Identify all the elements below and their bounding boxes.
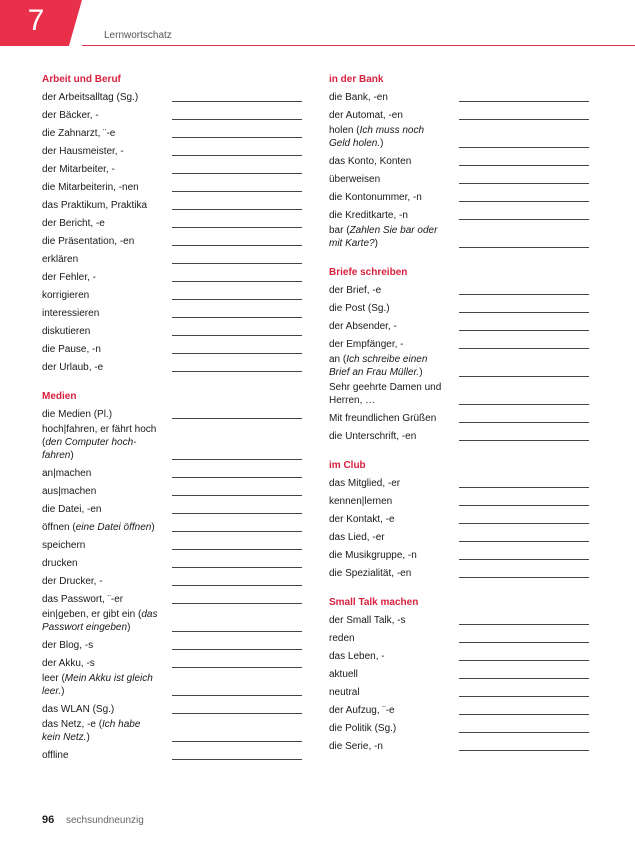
term-text: die Kontonummer, -n [329, 192, 422, 203]
vocab-entry [329, 629, 591, 647]
vocab-term [42, 539, 160, 554]
header-rule [82, 45, 635, 46]
translation-line[interactable] [459, 312, 589, 313]
vocab-entry [329, 124, 591, 152]
term-text: offline [42, 750, 69, 761]
term-example: das Passwort eingeben [42, 609, 158, 633]
vocab-entry [329, 206, 591, 224]
translation-line[interactable] [459, 422, 589, 423]
translation-line[interactable] [459, 541, 589, 542]
term-example: eine Datei öffnen [75, 522, 152, 533]
vocab-term [329, 109, 447, 124]
term-text: neutral [329, 687, 360, 698]
section-title: im Club [329, 460, 366, 471]
term-text: das Leben, - [329, 651, 385, 662]
term-text: der Brief, -e [329, 285, 382, 296]
vocab-entry [329, 281, 591, 299]
vocab-entry [329, 474, 591, 492]
vocab-term [329, 224, 447, 252]
translation-line[interactable] [459, 101, 589, 102]
vocab-term [42, 307, 160, 322]
vocab-entry [329, 719, 591, 737]
vocab-term [42, 325, 160, 340]
translation-line[interactable] [459, 183, 589, 184]
translation-line[interactable] [172, 495, 302, 496]
vocab-term [42, 235, 160, 250]
vocab-entry [329, 299, 591, 317]
translation-line[interactable] [459, 247, 589, 248]
page-number: 96 [42, 814, 55, 826]
vocab-entry [42, 518, 304, 536]
translation-line[interactable] [172, 531, 302, 532]
vocab-term [42, 593, 160, 608]
translation-line[interactable] [459, 219, 589, 220]
vocab-entry [42, 572, 304, 590]
term-text: erklären [42, 254, 79, 265]
term-text: der Absender, - [329, 321, 397, 332]
translation-line[interactable] [172, 585, 302, 586]
term-suffix: ) [127, 622, 131, 633]
term-suffix: ) [70, 450, 74, 461]
vocab-entry [42, 286, 304, 304]
term-text: der Akku, -s [42, 658, 95, 669]
vocab-section [329, 595, 591, 755]
translation-line[interactable] [459, 678, 589, 679]
translation-line[interactable] [172, 299, 302, 300]
vocab-entry [42, 718, 304, 746]
vocab-term [329, 704, 447, 719]
vocab-term [42, 557, 160, 572]
translation-line[interactable] [459, 404, 589, 405]
vocab-term [42, 703, 160, 718]
vocab-term [329, 531, 447, 546]
term-text: die Kreditkarte, -n [329, 210, 408, 221]
vocab-entry [42, 124, 304, 142]
translation-line[interactable] [172, 631, 302, 632]
term-text: der Aufzug, ¨-e [329, 705, 395, 716]
translation-line[interactable] [172, 741, 302, 742]
vocab-entry [42, 672, 304, 700]
term-text: drucken [42, 558, 78, 569]
vocab-term [42, 657, 160, 672]
vocab-term [42, 91, 160, 106]
vocab-entry [42, 554, 304, 572]
term-text: der Automat, -en [329, 110, 403, 121]
vocab-term [42, 718, 160, 746]
translation-line[interactable] [459, 348, 589, 349]
translation-line[interactable] [172, 191, 302, 192]
vocab-entry [42, 405, 304, 423]
vocab-term [329, 632, 447, 647]
vocab-term [42, 467, 160, 482]
vocab-entry [329, 611, 591, 629]
translation-line[interactable] [459, 642, 589, 643]
vocab-term [329, 722, 447, 737]
vocab-term [329, 614, 447, 629]
translation-line[interactable] [172, 513, 302, 514]
term-text: der Urlaub, -e [42, 362, 104, 373]
vocab-entry [42, 214, 304, 232]
term-text: der Hausmeister, - [42, 146, 124, 157]
term-suffix: ) [374, 238, 378, 249]
vocab-term [42, 343, 160, 358]
section-title: in der Bank [329, 74, 384, 85]
translation-line[interactable] [172, 227, 302, 228]
vocab-term [42, 217, 160, 232]
translation-line[interactable] [172, 759, 302, 760]
vocab-entry [42, 464, 304, 482]
vocab-entry [42, 500, 304, 518]
vocab-entry [329, 528, 591, 546]
vocab-term [329, 567, 447, 582]
translation-line[interactable] [459, 732, 589, 733]
term-suffix: ) [151, 522, 155, 533]
vocab-term [42, 485, 160, 500]
term-text: der Small Talk, -s [329, 615, 406, 626]
translation-line[interactable] [172, 667, 302, 668]
translation-line[interactable] [459, 165, 589, 166]
vocab-entry [42, 178, 304, 196]
vocab-term [329, 124, 447, 152]
vocab-entry [42, 746, 304, 764]
translation-line[interactable] [172, 418, 302, 419]
term-text: die Bank, -en [329, 92, 388, 103]
term-text: die Präsentation, -en [42, 236, 135, 247]
vocab-term [329, 191, 447, 206]
term-text: die Serie, -n [329, 741, 383, 752]
translation-line[interactable] [459, 624, 589, 625]
translation-line[interactable] [459, 487, 589, 488]
vocab-entry [329, 188, 591, 206]
vocab-entry [42, 340, 304, 358]
vocab-term [329, 430, 447, 445]
translation-line[interactable] [459, 660, 589, 661]
vocab-entry [42, 250, 304, 268]
section-title: Briefe schreiben [329, 267, 408, 278]
translation-line[interactable] [172, 317, 302, 318]
vocab-entry [42, 536, 304, 554]
term-text: die Medien (Pl.) [42, 409, 113, 420]
term-text: Mit freundlichen Grüßen [329, 413, 437, 424]
vocab-term [42, 109, 160, 124]
term-text: ein|geben, er gibt ein ( [42, 609, 142, 620]
term-text: der Blog, -s [42, 640, 94, 651]
vocab-entry [329, 353, 591, 381]
vocab-term [42, 145, 160, 160]
vocab-term [329, 353, 447, 381]
translation-line[interactable] [172, 603, 302, 604]
page-number-word: sechsundneunzig [66, 815, 144, 826]
term-example: Ich schreibe einen Brief an Frau Müller. [329, 354, 428, 378]
term-example: Ich habe kein Netz. [42, 719, 141, 743]
translation-line[interactable] [172, 137, 302, 138]
term-text: die Mitarbeiterin, -nen [42, 182, 139, 193]
term-text: der Bäcker, - [42, 110, 99, 121]
translation-line[interactable] [172, 245, 302, 246]
term-text: die Post (Sg.) [329, 303, 390, 314]
vocab-term [42, 521, 160, 536]
translation-line[interactable] [172, 281, 302, 282]
vocab-term [329, 668, 447, 683]
vocab-term [329, 686, 447, 701]
vocab-entry [329, 546, 591, 564]
term-text: öffnen ( [42, 522, 76, 533]
vocab-term [42, 575, 160, 590]
vocab-entry [42, 358, 304, 376]
vocab-term [329, 381, 447, 409]
translation-line[interactable] [459, 440, 589, 441]
vocab-entry [329, 510, 591, 528]
translation-line[interactable] [459, 505, 589, 506]
term-text: der Empfänger, - [329, 339, 404, 350]
translation-line[interactable] [459, 201, 589, 202]
term-text: die Politik (Sg.) [329, 723, 397, 734]
right-column [329, 72, 591, 768]
translation-line[interactable] [172, 567, 302, 568]
translation-line[interactable] [172, 713, 302, 714]
vocab-entry [329, 88, 591, 106]
translation-line[interactable] [459, 577, 589, 578]
term-text: das Konto, Konten [329, 156, 412, 167]
left-column [42, 72, 304, 777]
vocab-section [42, 389, 304, 764]
translation-line[interactable] [459, 330, 589, 331]
vocab-term [42, 749, 160, 764]
vocab-entry [42, 608, 304, 636]
term-text: die Unterschrift, -en [329, 431, 417, 442]
vocab-section [329, 265, 591, 445]
term-text: die Zahnarzt, ¨-e [42, 128, 116, 139]
vocab-term [42, 361, 160, 376]
vocab-entry [42, 322, 304, 340]
term-suffix: ) [61, 686, 65, 697]
translation-line[interactable] [172, 209, 302, 210]
vocab-entry [329, 335, 591, 353]
vocab-entry [42, 482, 304, 500]
term-text: das Passwort, ¨-er [42, 594, 124, 605]
translation-line[interactable] [459, 376, 589, 377]
term-text: speichern [42, 540, 86, 551]
vocab-term [42, 608, 160, 636]
vocab-entry [42, 700, 304, 718]
vocab-entry [42, 268, 304, 286]
section-title: Arbeit und Beruf [42, 74, 121, 85]
term-example: Mein Akku ist gleich leer. [42, 673, 153, 697]
vocab-entry [329, 381, 591, 409]
term-text: die Datei, -en [42, 504, 102, 515]
term-text: holen ( [329, 125, 360, 136]
vocab-term [42, 199, 160, 214]
term-text: interessieren [42, 308, 100, 319]
translation-line[interactable] [172, 549, 302, 550]
vocab-term [329, 284, 447, 299]
term-text: reden [329, 633, 355, 644]
vocab-term [42, 672, 160, 700]
translation-line[interactable] [459, 750, 589, 751]
vocab-section [42, 72, 304, 376]
vocab-entry [329, 647, 591, 665]
vocab-term [329, 155, 447, 170]
term-text: der Mitarbeiter, - [42, 164, 115, 175]
vocab-term [329, 650, 447, 665]
term-text: an ( [329, 354, 347, 365]
vocab-term [42, 639, 160, 654]
vocab-entry [329, 224, 591, 252]
vocab-entry [42, 304, 304, 322]
translation-line[interactable] [172, 119, 302, 120]
vocab-section [329, 458, 591, 582]
vocab-entry [42, 654, 304, 672]
translation-line[interactable] [172, 477, 302, 478]
term-text: hoch|fahren, er fährt hoch ( [42, 424, 157, 448]
vocab-term [42, 408, 160, 423]
vocab-term [42, 253, 160, 268]
term-text: der Kontakt, -e [329, 514, 395, 525]
vocab-entry [329, 170, 591, 188]
term-text: aus|machen [42, 486, 97, 497]
vocab-entry [329, 317, 591, 335]
translation-line[interactable] [459, 147, 589, 148]
vocab-entry [329, 409, 591, 427]
vocab-term [42, 289, 160, 304]
vocab-entry [42, 423, 304, 464]
vocab-entry [329, 564, 591, 582]
term-text: überweisen [329, 174, 381, 185]
translation-line[interactable] [172, 173, 302, 174]
translation-line[interactable] [459, 696, 589, 697]
vocab-term [329, 173, 447, 188]
vocab-section [329, 72, 591, 252]
term-example: Ich muss noch Geld holen. [329, 125, 425, 149]
translation-line[interactable] [172, 263, 302, 264]
term-example: Zahlen Sie bar oder mit Karte? [329, 225, 438, 249]
term-text: bar ( [329, 225, 350, 236]
vocab-term [329, 740, 447, 755]
vocab-term [42, 423, 160, 464]
section-title: Small Talk machen [329, 597, 419, 608]
vocab-term [329, 549, 447, 564]
vocab-entry [329, 737, 591, 755]
translation-line[interactable] [172, 459, 302, 460]
vocab-term [329, 209, 447, 224]
term-suffix: ) [419, 367, 423, 378]
term-text: das Mitglied, -er [329, 478, 401, 489]
term-text: das Lied, -er [329, 532, 385, 543]
translation-line[interactable] [459, 559, 589, 560]
vocab-entry [42, 590, 304, 608]
term-text: die Pause, -n [42, 344, 101, 355]
vocab-term [329, 513, 447, 528]
vocab-entry [42, 160, 304, 178]
term-text: korrigieren [42, 290, 90, 301]
translation-line[interactable] [459, 523, 589, 524]
translation-line[interactable] [172, 101, 302, 102]
term-text: der Bericht, -e [42, 218, 105, 229]
term-text: das Praktikum, Praktika [42, 200, 148, 211]
term-text: der Fehler, - [42, 272, 96, 283]
translation-line[interactable] [172, 695, 302, 696]
vocab-entry [329, 665, 591, 683]
translation-line[interactable] [172, 335, 302, 336]
translation-line[interactable] [172, 649, 302, 650]
vocab-term [42, 503, 160, 518]
term-text: das WLAN (Sg.) [42, 704, 115, 715]
chapter-number: 7 [27, 4, 45, 37]
vocab-term [42, 271, 160, 286]
vocab-entry [42, 88, 304, 106]
term-text: das Netz, -e ( [42, 719, 103, 730]
vocab-term [329, 320, 447, 335]
vocab-entry [329, 492, 591, 510]
translation-line[interactable] [172, 155, 302, 156]
vocab-entry [329, 683, 591, 701]
vocab-entry [329, 106, 591, 124]
vocab-entry [42, 196, 304, 214]
translation-line[interactable] [172, 353, 302, 354]
term-example: den Computer hoch-fahren [42, 437, 137, 461]
term-text: an|machen [42, 468, 92, 479]
vocab-term [329, 338, 447, 353]
term-text: leer ( [42, 673, 65, 684]
vocab-term [42, 127, 160, 142]
term-text: diskutieren [42, 326, 91, 337]
translation-line[interactable] [459, 714, 589, 715]
translation-line[interactable] [459, 294, 589, 295]
vocab-entry [42, 636, 304, 654]
vocab-entry [329, 701, 591, 719]
vocab-term [329, 477, 447, 492]
vocab-entry [42, 106, 304, 124]
term-suffix: ) [380, 138, 384, 149]
vocab-term [329, 302, 447, 317]
vocab-entry [42, 232, 304, 250]
term-text: aktuell [329, 669, 358, 680]
translation-line[interactable] [459, 119, 589, 120]
vocab-entry [329, 152, 591, 170]
term-text: der Drucker, - [42, 576, 103, 587]
vocab-entry [329, 427, 591, 445]
vocab-term [329, 91, 447, 106]
term-suffix: ) [86, 732, 90, 743]
vocab-term [329, 412, 447, 427]
term-text: der Arbeitsalltag (Sg.) [42, 92, 139, 103]
term-text: die Musikgruppe, -n [329, 550, 417, 561]
term-text: die Spezialität, -en [329, 568, 412, 579]
vocab-term [42, 181, 160, 196]
vocab-entry [42, 142, 304, 160]
vocab-term [42, 163, 160, 178]
page-title: Lernwortschatz [104, 30, 172, 41]
vocab-term [329, 495, 447, 510]
term-text: kennen|lernen [329, 496, 393, 507]
section-title: Medien [42, 391, 77, 402]
translation-line[interactable] [172, 371, 302, 372]
term-text: Sehr geehrte Damen und Herren, … [329, 382, 442, 406]
